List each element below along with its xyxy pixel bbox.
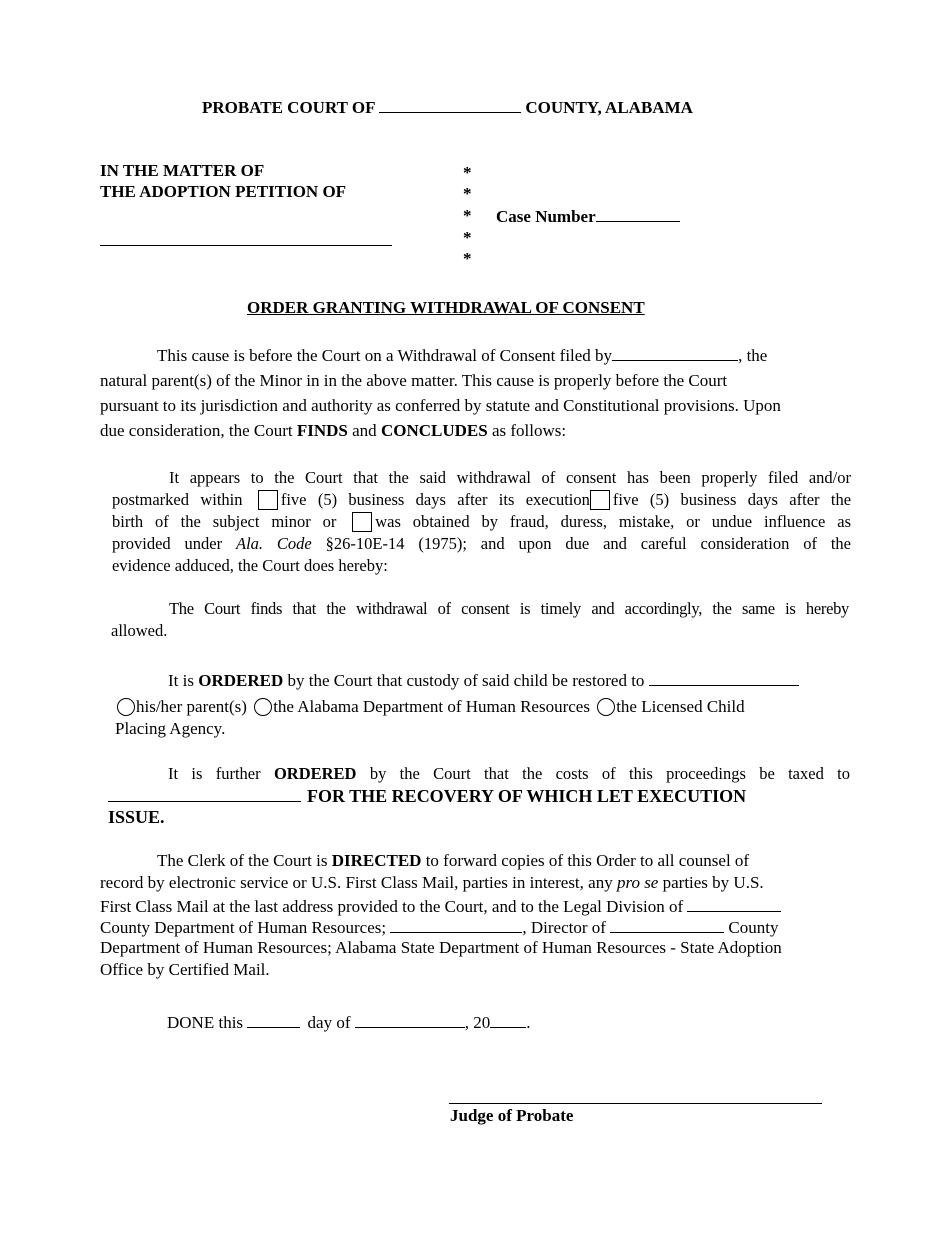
done-text: , 20 [464,1013,491,1032]
costs-taxed-field[interactable] [108,785,301,802]
appears-text: was obtained by fraud, duress, mistake, or undue influence as [375,512,852,531]
clerk-text: The Clerk of the Court is [157,851,328,870]
intro-text: This cause is before the Court on a Withdrawal of Consent filed by [157,346,613,365]
agency-radio[interactable] [597,698,615,716]
clerk-text: , Director of [522,918,606,937]
clerk-text: County Department of Human Resources; [100,918,387,937]
pro-se-italic: pro se [616,873,659,892]
clerk-text: record by electronic service or U.S. First Class Mail, parties in interest, any [100,873,613,892]
county-blank[interactable] [379,96,521,113]
custody-option-label: his/her parent(s) [136,697,247,716]
appears-text: five (5) business days after its execution [280,490,590,509]
director-name-field[interactable] [390,916,522,933]
costs-text: by the Court that the costs of this proceedings be taxed to [369,764,850,783]
birth-checkbox[interactable] [590,490,610,510]
appears-text: provided under [112,534,223,553]
clerk-line6: Office by Certified Mail. [100,960,270,979]
day-field[interactable] [247,1011,300,1028]
directed-bold: DIRECTED [331,851,422,870]
intro-text: as follows: [491,421,567,440]
court-header [202,96,693,118]
clerk-text: First Class Mail at the last address provided to the Court, and to the Legal Division of [100,897,684,916]
intro-text: due consideration, the Court [100,421,293,440]
caption-star: * [463,206,472,225]
done-text: . [526,1013,531,1032]
appears-paragraph [112,467,851,577]
costs-line1 [168,763,850,785]
caption-star: * [463,163,472,182]
intro-text: and [352,421,377,440]
petitioner-name-blank[interactable] [100,245,392,246]
costs-text: It is further [168,764,261,783]
finds-line2: allowed. [111,621,168,640]
caption-star: * [463,228,472,247]
intro-line3: pursuant to its jurisdiction and authority as conferred by statute and Constitutional provisions. Upon [100,396,781,415]
case-number-field[interactable] [596,205,680,222]
year-field[interactable] [490,1011,526,1028]
clerk-line4 [100,916,778,938]
legal-division-county-field[interactable] [687,895,781,912]
custody-recipient-field[interactable] [649,669,799,686]
matter-line2: THE ADOPTION PETITION OF [100,182,347,201]
appears-text: §26-10E-14 (1975); and upon due and careful consideration of the [325,534,852,553]
custody-options [117,697,745,717]
clerk-text: parties by U.S. [662,873,764,892]
fraud-checkbox[interactable] [352,512,372,532]
intro-line4 [100,418,566,443]
intro-line1 [157,343,767,368]
document-title: ORDER GRANTING WITHDRAWAL OF CONSENT [247,298,645,317]
finds-bold: FINDS [296,421,348,440]
custody-line3: Placing Agency. [115,719,226,738]
ala-code-italic: Ala. Code [236,534,312,553]
caption-star: * [463,184,472,203]
clerk-line1 [157,851,749,871]
appears-line2 [112,489,851,511]
signature-line[interactable] [449,1103,822,1104]
appears-line4 [112,533,851,555]
custody-text: by the Court that custody of said child be restored to [287,671,645,690]
finds-paragraph [111,598,849,642]
ordered-bold: ORDERED [273,764,357,783]
appears-text: five (5) business days after the [612,490,852,509]
done-text: day of [307,1013,351,1032]
ordered-bold: ORDERED [198,671,284,690]
costs-paragraph [168,763,850,785]
judge-of-probate-label: Judge of Probate [450,1106,574,1125]
custody-option-label: the Licensed Child [616,697,745,716]
month-field[interactable] [355,1011,465,1028]
court-header-prefix: PROBATE COURT OF [202,98,375,117]
clerk-line3 [100,895,781,917]
clerk-line2 [100,873,764,893]
custody-option-label: the Alabama Department of Human Resources [273,697,590,716]
appears-text: postmarked within [112,490,243,509]
parent-radio[interactable] [117,698,135,716]
concludes-bold: CONCLUDES [380,421,488,440]
case-number [496,205,680,227]
execution-checkbox[interactable] [258,490,278,510]
filer-name-field[interactable] [612,344,738,361]
court-header-suffix: COUNTY, ALABAMA [525,98,693,117]
custody-line1 [168,669,799,691]
appears-line3 [112,511,851,533]
matter-line1: IN THE MATTER OF [100,161,265,180]
caption-star: * [463,249,472,268]
custody-text: It is [168,671,194,690]
dhr-radio[interactable] [254,698,272,716]
recovery-bold: FOR THE RECOVERY OF WHICH LET EXECUTION [307,786,747,806]
done-text: DONE this [167,1013,244,1032]
done-line [167,1011,531,1033]
appears-text: birth of the subject minor or [112,512,337,531]
clerk-line5: Department of Human Resources; Alabama State Department of Human Resources - State Adoption [100,938,782,957]
finds-line1: The Court finds that the withdrawal of consent is timely and accordingly, the same is hereby [169,599,849,618]
costs-line2 [108,785,746,807]
director-county-field[interactable] [610,916,724,933]
appears-line1: It appears to the Court that the said withdrawal of consent has been properly filed and/or [169,468,851,487]
appears-line5: evidence adduced, the Court does hereby: [112,556,388,575]
case-number-label: Case Number [496,207,596,226]
costs-line3: ISSUE. [108,807,165,827]
clerk-text: to forward copies of this Order to all counsel of [425,851,750,870]
clerk-text: County [728,918,779,937]
intro-line2: natural parent(s) of the Minor in in the above matter. This cause is properly before the Court [100,371,728,390]
intro-text: , the [738,346,768,365]
